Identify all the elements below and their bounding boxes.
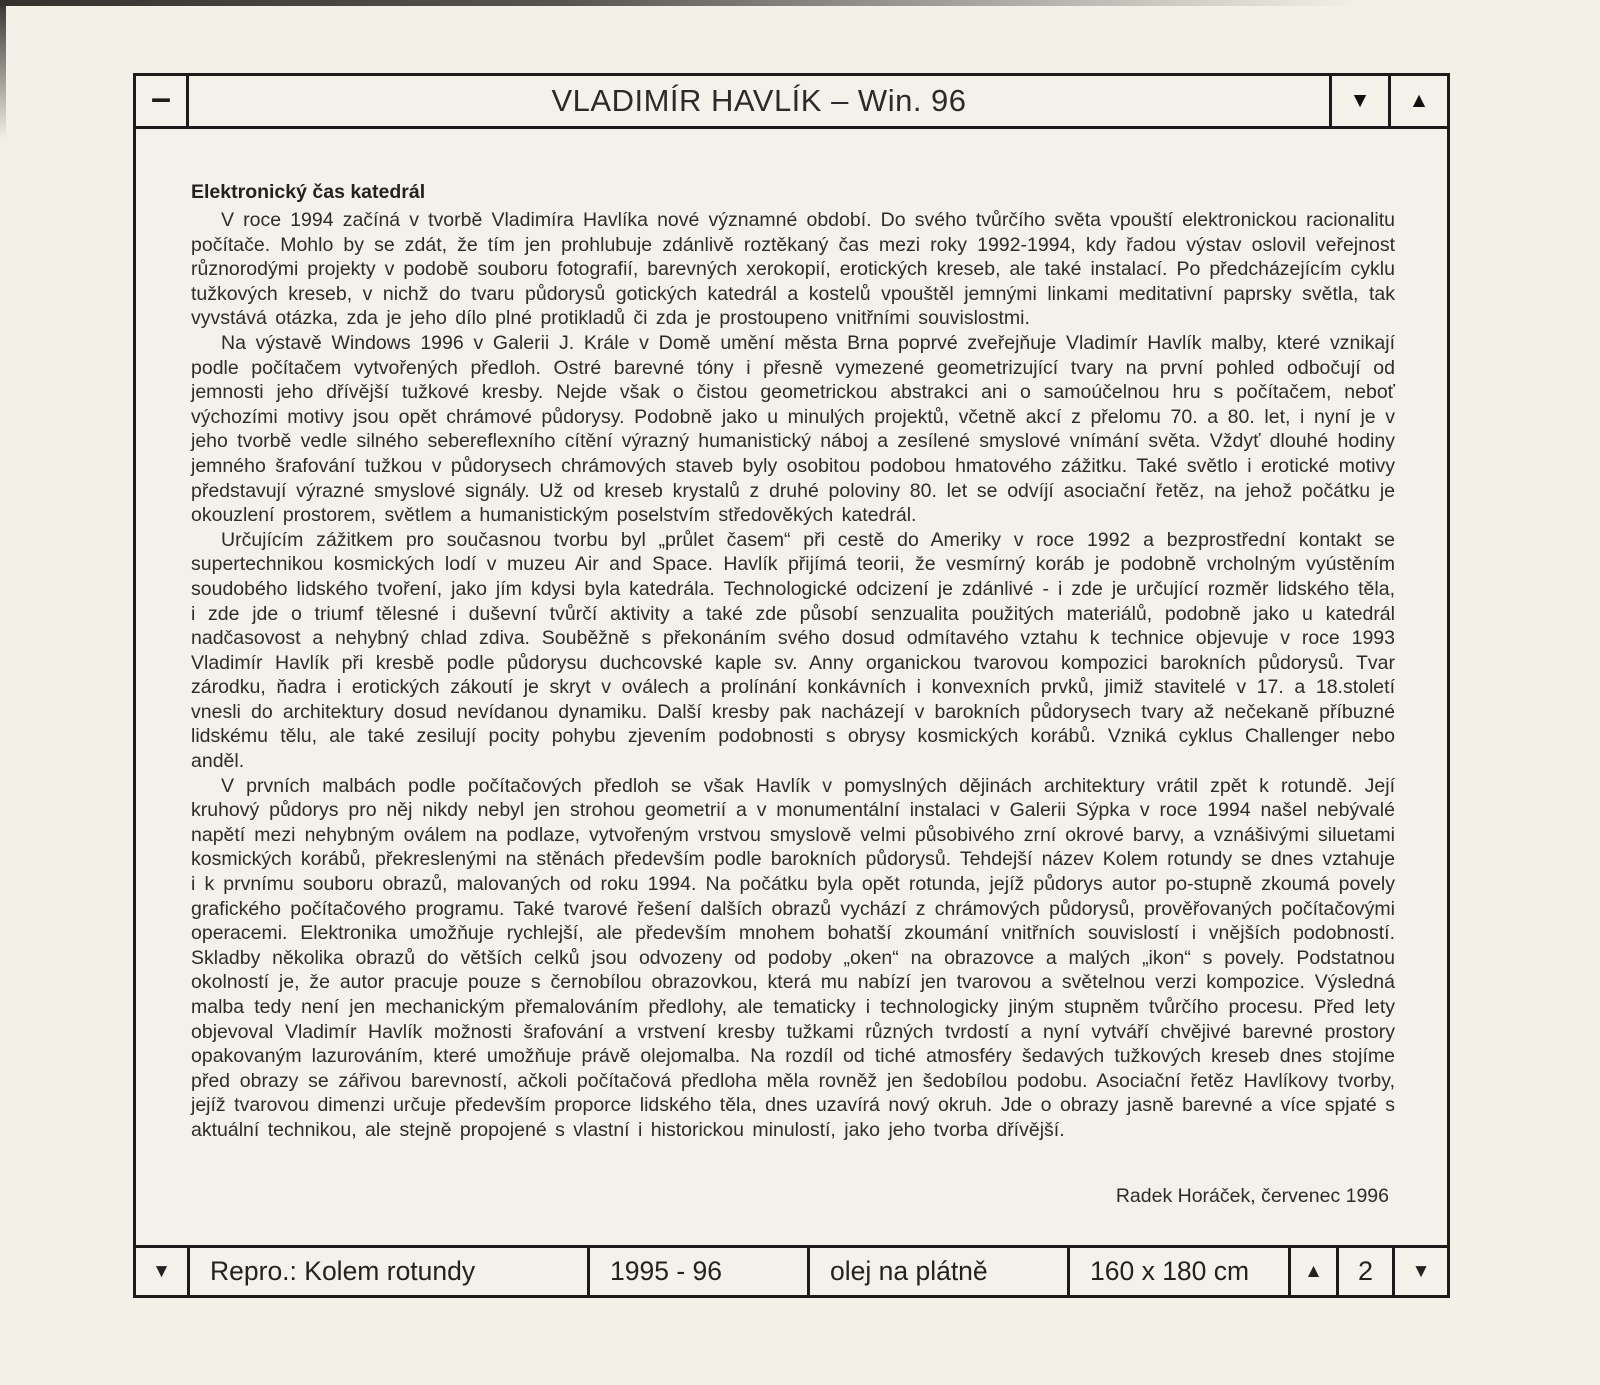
scroll-up-button[interactable] xyxy=(1388,76,1447,126)
page-number: 2 xyxy=(1339,1248,1395,1295)
article-heading: Elektronický čas katedrál xyxy=(191,181,426,203)
artwork-years: 1995 - 96 xyxy=(590,1248,810,1295)
scan-edge-top xyxy=(0,0,1600,6)
article-paragraph: V prvních malbách podle počítačových předloh se však Havlík v pomyslných dějinách architektury vrátil zpět k rotundě. Její kruhový půdorys pro něj nikdy nebyl jen strohou geometrií a v monumentální instalaci v Galerii Sýpka v roce 1994 našel nebývalé napětí mezi nehybným oválem na podlaze, vytvořeným vrstvou smyslově velmi působivého zrní okrové barvy, a vznášivými siluetami kosmických korábů, překreslenými na stěnách především podle barokních půdorysů. Tehdejší název Kolem rotundy se dnes vztahuje i k prvnímu souboru obrazů, malovaných od roku 1994. Na počátku byla opět rotunda, jejíž půdorys autor po-stupně zkoumá povely grafického počítačového programu. Také tvarové řešení dalších obrazů vychází z chrámových půdorysů, prověřovaných počítačovými operacemi. Elektronika umožňuje rychlejší, ale především mnohem bohatší zkoumání vnitřních souvislostí i vnějších podobností. Skladby několika obrazů do větších celků jsou odvozeny od podoby „oken“ na obrazovce a malých „ikon“ s povely. Podstatnou okolností je, že autor pracuje pouze s černobílou obrazovkou, která mu nabízí jen tvarovou a světelnou verzi kompozice. Výsledná malba tedy není jen mechanickým přemalováním předlohy, ale tematicky i technologicky jiným stupněm tvůrčího procesu. Před lety objevoval Vladimír Havlík možnosti šrafování a vrstvení kresby tužkami různých tvrdostí a nyní vytváří chvějivé barevné prostory opakovaným lazurováním, které umožňuje právě olejomalba. Na rozdíl od tiché atmosféry šedavých tužkových kreseb dnes stojíme před obrazy se zářivou barevností, ačkoli počítačová předloha měla rovněž jen šedobílou podobu. Asociační řetěz Havlíkovy tvorby, jejíž tvarovou dimenzi určuje především proporce lidského těla, dnes uzavírá nový okruh. Jde o obrazy jasně barevné a více spjaté s aktuální technikou, ale stejně propojené s vlastní i historickou minulostí, jako jeho tvorba dřívější. xyxy=(191,774,1395,1141)
minimize-button[interactable] xyxy=(136,76,189,126)
repro-title: Repro.: Kolem rotundy xyxy=(190,1248,590,1295)
caption-nav-down-button[interactable] xyxy=(136,1248,190,1295)
catalog-window xyxy=(133,73,1450,1298)
article-paragraph: Určujícím zážitkem pro současnou tvorbu byl „průlet časem“ při cestě do Ameriky v roce 1992 a bezprostřední kontakt se supertechnikou kosmických lodí v muzeu Air and Space. Havlík přijímá teorii, že vesmírný koráb je podobně vrcholným vyústěním soudobého lidského tvoření, jako jím kdysi byla katedrála. Technologické odcizení je zdánlivé - i zde je určující rozměr lidského těla, i zde jde o triumf tělesné i duševní tvůrčí aktivity a také zde působí senzualita použitých materiálů, podobně jako u katedrál nadčasovost a nehybný chlad zdiva. Souběžně s překonáním svého dosud odmítavého vztahu k technice objevuje v roce 1993 Vladimír Havlík při kresbě podle půdorysu duchcovské kaple sv. Anny organickou tvarovou kompozici barokních půdorysů. Tvar zárodku, ňadra i erotických zákoutí je skryt v oválech a prolínání konkávních i konvexních prvků, jimiž stavitelé v 17. a 18.století vnesli do architektury dosud nevídanou dynamiku. Další kresby pak nacházejí v barokních půdorysech tvary až nečekaně příbuzné lidskému tělu, ale také zesilují pocity pohybu zjevením podobnosti s obrysy kosmických korábů. Vzniká cyklus Challenger nebo anděl. xyxy=(191,528,1395,773)
triangle-down-icon: ▼ xyxy=(152,1260,171,1282)
triangle-up-icon: ▲ xyxy=(1408,89,1430,112)
page-down-button[interactable] xyxy=(1395,1248,1447,1295)
article-paragraph: V roce 1994 začíná v tvorbě Vladimíra Havlíka nové významné období. Do svého tvůrčího světa vpouští elektronickou racionalitu počítače. Mohlo by se zdát, že tím jen prohlubuje zdánlivě roztěkaný čas mezi roky 1992-1994, kdy řadou výstav oslovil veřejnost různorodými projekty v podobě souboru fotografií, barevných xerokopií, erotických kreseb, ale také instalací. Po předcházejícím cyklu tužkových kreseb, v nichž do tvaru půdorysů gotických katedrál a kostelů vpouštěl jemnými linkami meditativní paprsky světla, tak vyvstává otázka, zda je jeho dílo plné protikladů či zda je prostoupeno vnitřními souvislostmi. xyxy=(191,209,1395,330)
triangle-down-icon: ▼ xyxy=(1411,1260,1431,1282)
article-paragraph: Na výstavě Windows 1996 v Galerii J. Krále v Domě umění města Brna poprvé zveřejňuje Vladimír Havlík malby, které vznikají podle počítačem vytvořených předloh. Ostré barevné tóny i přesně vymezené geometrizující tvary na první pohled odbočují od jemnosti jeho dřívější tužkové kresby. Nejde však o čistou geometrickou abstrakci ani o samoúčelnou hru s počítačem, neboť výchozími motivy jsou opět chrámové půdorysy. Podobně jako u minulých projektů, včetně akcí z přelomu 70. a 80. let, i nyní je v jeho tvorbě vedle silného sebereflexního cítění výrazný humanistický náboj a zesílené smyslové vnímání světa. Vždyť dlouhé hodiny jemného šrafování tužkou v půdorysech chrámových staveb byly osobitou podobou hmatového zážitku. Také světlo i erotické motivy představují výrazné smyslové signály. Už od kreseb krystalů z druhé poloviny 80. let se odvíjí asociační řetěz, na jehož počátku je okouzlení prostorem, světlem a humanistickým poselstvím středověkých katedrál. xyxy=(191,331,1395,527)
page-up-button[interactable] xyxy=(1291,1248,1339,1295)
author-signature: Radek Horáček, červenec 1996 xyxy=(1115,1184,1389,1207)
scroll-down-button[interactable] xyxy=(1329,76,1388,126)
artwork-dimensions: 160 x 180 cm xyxy=(1070,1248,1291,1295)
article-body xyxy=(136,129,1447,1245)
triangle-down-icon: ▼ xyxy=(1349,89,1371,112)
artwork-technique: olej na plátně xyxy=(810,1248,1070,1295)
scan-edge-left xyxy=(0,0,6,140)
caption-bar xyxy=(136,1245,1447,1295)
window-title: VLADIMÍR HAVLÍK – Win. 96 xyxy=(551,83,967,118)
triangle-up-icon: ▲ xyxy=(1304,1260,1323,1282)
title-bar xyxy=(136,76,1447,129)
minimize-icon: – xyxy=(150,77,172,118)
